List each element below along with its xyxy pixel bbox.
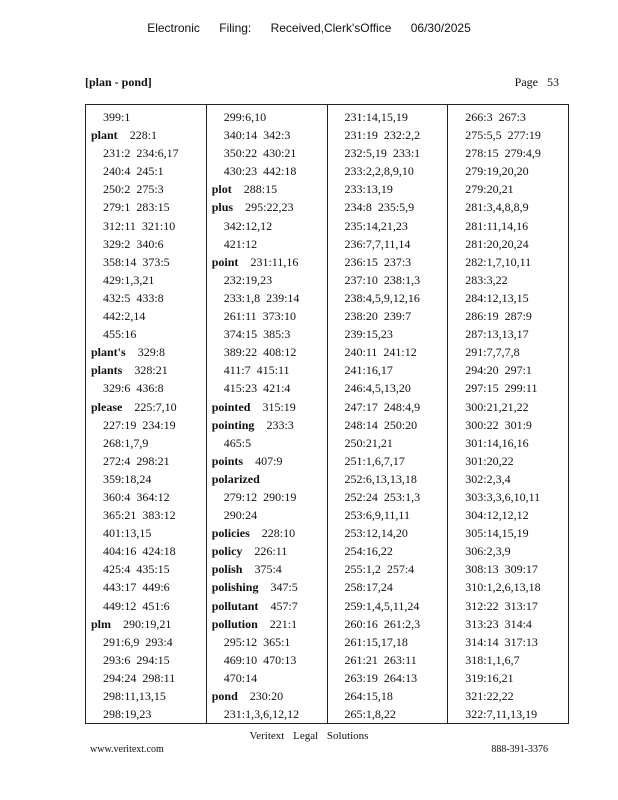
index-ref-line: 308:13 309:17 <box>465 562 538 577</box>
index-ref-line: 401:13,15 <box>103 526 152 541</box>
index-ref-line: 443:17 449:6 <box>103 580 170 595</box>
index-ref-line: 236:7,7,11,14 <box>344 236 411 251</box>
index-ref-line: 233:13,19 <box>344 182 393 197</box>
index-ref-line: 404:16 424:18 <box>103 544 176 559</box>
index-term-refs: 457:7 <box>270 598 298 613</box>
index-ref-line: 231:14,15,19 <box>344 110 408 124</box>
index-ref-line: 231:2 234:6,17 <box>103 146 179 161</box>
index-ref-line: 279:12 290:19 <box>223 489 297 504</box>
index-term: plus <box>211 200 234 215</box>
index-ref-line: 312:11 321:10 <box>103 218 176 233</box>
index-term-entry <box>207 416 327 434</box>
index-ref-line: 305:14,15,19 <box>465 526 529 541</box>
index-term-refs: 315:19 <box>262 399 296 414</box>
index-ref-line: 314:14 317:13 <box>465 634 538 649</box>
index-ref-line: 374:15 385:3 <box>223 327 291 342</box>
index-ref-line: 238:4,5,9,12,16 <box>344 290 420 305</box>
index-ref-line: 264:15,18 <box>344 689 393 703</box>
index-ref-line: 232:19,23 <box>223 272 273 287</box>
index-ref-line: 284:12,13,15 <box>465 290 529 305</box>
index-term-refs: 329:8 <box>137 345 166 360</box>
index-term-entry <box>207 253 327 271</box>
index-ref-line: 358:14 373:5 <box>103 254 170 269</box>
index-term: please <box>91 399 123 414</box>
index-ref-line: 290:24 <box>223 508 258 523</box>
index-ref-line: 240:4 245:1 <box>103 164 164 179</box>
index-column-1 <box>86 105 206 723</box>
index-term-entry <box>207 687 327 705</box>
index-ref-line: 300:22 301:9 <box>465 417 532 432</box>
index-ref-line: 421:12 <box>223 236 258 251</box>
index-term-entry <box>86 615 206 633</box>
index-ref-line: 297:15 299:11 <box>465 381 538 396</box>
index-term: point <box>211 254 239 269</box>
index-ref-line: 275:5,5 277:19 <box>465 128 541 143</box>
index-ref-line: 255:1,2 257:4 <box>344 562 415 577</box>
index-ref-line: 235:14,21,23 <box>344 218 408 233</box>
footer-company: Veritext Legal Solutions <box>249 730 369 742</box>
index-ref-line: 350:22 430:21 <box>223 146 297 161</box>
index-term-refs: 375:4 <box>254 562 282 577</box>
index-ref-line: 231:19 232:2,2 <box>344 128 421 143</box>
index-ref-line: 298:19,23 <box>103 707 152 722</box>
index-term-refs: 328:21 <box>134 363 168 378</box>
index-ref-line: 278:15 279:4,9 <box>465 146 541 161</box>
index-column-2 <box>206 105 327 723</box>
index-ref-line: 429:1,3,21 <box>103 272 155 287</box>
banner-received: Received,Clerk'sOffice <box>270 21 392 35</box>
index-term-entry <box>207 398 327 416</box>
index-ref-line: 340:14 342:3 <box>223 128 291 143</box>
index-ref-line: 261:21 263:11 <box>344 652 417 667</box>
index-term-refs: 221:1 <box>269 616 298 631</box>
index-term-entry <box>86 126 206 144</box>
index-ref-line: 365:21 383:12 <box>103 508 176 523</box>
index-term-refs: 295:22,23 <box>245 200 294 215</box>
index-term-entry <box>207 180 327 198</box>
index-term: points <box>211 453 244 468</box>
index-term-refs: 230:20 <box>249 689 284 703</box>
index-ref-line: 263:19 264:13 <box>344 670 418 685</box>
index-ref-line: 470:14 <box>223 670 258 685</box>
footer-website: www.veritext.com <box>90 744 164 755</box>
index-ref-line: 322:7,11,13,19 <box>465 707 538 722</box>
index-term-refs: 228:1 <box>129 128 158 143</box>
index-ref-line: 425:4 435:15 <box>103 562 170 577</box>
index-ref-line: 287:13,13,17 <box>465 327 529 342</box>
index-ref-line: 281:11,14,16 <box>465 218 529 233</box>
index-ref-line: 312:22 313:17 <box>465 598 538 613</box>
index-term-entry <box>207 560 327 578</box>
index-range: [plan - pond] <box>85 75 152 89</box>
page-indicator <box>515 75 559 90</box>
index-ref-line: 294:24 298:11 <box>103 670 176 685</box>
index-ref-line: 237:10 238:1,3 <box>344 272 421 287</box>
banner-filing: Filing: <box>219 21 252 35</box>
index-ref-line: 246:4,5,13,20 <box>344 381 411 396</box>
index-ref-line: 360:4 364:12 <box>103 489 170 504</box>
index-term-entry <box>207 615 327 633</box>
index-term-refs: 288:15 <box>243 182 278 197</box>
index-ref-line: 233:1,8 239:14 <box>223 290 300 305</box>
index-ref-line: 272:4 298:21 <box>103 453 170 468</box>
index-term: plant's <box>91 345 126 360</box>
index-term: polarized <box>211 471 260 486</box>
index-term: plant <box>91 128 118 143</box>
index-ref-line: 301:20,22 <box>465 453 514 468</box>
page-number: 53 <box>547 75 559 89</box>
index-ref-line: 299:6,10 <box>223 110 267 124</box>
banner-electronic: Electronic <box>147 21 200 35</box>
index-term: pond <box>211 689 238 703</box>
index-ref-line: 268:1,7,9 <box>103 435 149 450</box>
index-term-entry <box>207 452 327 470</box>
index-ref-line: 240:11 241:12 <box>344 345 417 360</box>
index-term-entry <box>207 470 327 488</box>
index-term: pointing <box>211 417 255 432</box>
index-ref-line: 236:15 237:3 <box>344 254 412 269</box>
index-term: policies <box>211 526 250 541</box>
index-ref-line: 411:7 415:11 <box>223 363 290 378</box>
index-ref-line: 310:1,2,6,13,18 <box>465 580 541 595</box>
index-ref-line: 250:21,21 <box>344 435 393 450</box>
index-ref-line: 247:17 248:4,9 <box>344 399 421 414</box>
index-ref-line: 281:3,4,8,8,9 <box>465 200 529 215</box>
index-ref-line: 291:7,7,7,8 <box>465 345 520 360</box>
filing-banner <box>0 21 618 35</box>
index-ref-line: 260:16 261:2,3 <box>344 616 421 631</box>
index-term-entry <box>207 524 327 542</box>
index-ref-line: 303:3,3,6,10,11 <box>465 489 541 504</box>
index-ref-line: 319:16,21 <box>465 670 514 685</box>
index-ref-line: 389:22 408:12 <box>223 345 297 360</box>
index-ref-line: 286:19 287:9 <box>465 309 532 324</box>
index-ref-line: 252:24 253:1,3 <box>344 489 421 504</box>
index-term: plants <box>91 363 123 378</box>
index-ref-line: 227:19 234:19 <box>103 417 176 432</box>
index-term-entry <box>207 597 327 615</box>
index-ref-line: 241:16,17 <box>344 363 393 378</box>
index-term: plm <box>91 616 112 631</box>
index-ref-line: 432:5 433:8 <box>103 290 164 305</box>
index-term: polishing <box>211 580 259 595</box>
index-term-entry <box>86 361 206 379</box>
index-ref-line: 469:10 470:13 <box>223 652 297 667</box>
index-term-entry <box>207 198 327 216</box>
index-ref-line: 253:6,9,11,11 <box>344 508 410 523</box>
index-ref-line: 279:19,20,20 <box>465 164 529 179</box>
index-grid <box>85 104 569 724</box>
index-ref-line: 304:12,12,12 <box>465 508 529 523</box>
index-ref-line: 261:11 373:10 <box>223 309 296 324</box>
index-term-refs: 228:10 <box>261 526 296 541</box>
index-ref-line: 329:6 436:8 <box>103 381 164 396</box>
index-ref-line: 294:20 297:1 <box>465 363 532 378</box>
index-ref-line: 291:6,9 293:4 <box>103 634 173 649</box>
index-ref-line: 233:2,2,8,9,10 <box>344 164 414 179</box>
index-ref-line: 232:5,19 233:1 <box>344 146 421 161</box>
index-term: policy <box>211 544 243 559</box>
index-ref-line: 293:6 294:15 <box>103 652 170 667</box>
index-ref-line: 279:1 283:15 <box>103 200 170 215</box>
index-ref-line: 259:1,4,5,11,24 <box>344 598 420 613</box>
banner-date: 06/30/2025 <box>410 21 471 35</box>
index-ref-line: 449:12 451:6 <box>103 598 170 613</box>
index-ref-line: 465:5 <box>223 435 252 450</box>
index-ref-line: 342:12,12 <box>223 218 273 233</box>
index-term-refs: 233:3 <box>266 417 294 432</box>
index-term-entry <box>86 398 206 416</box>
index-ref-line: 261:15,17,18 <box>344 634 408 649</box>
index-term-refs: 347:5 <box>270 580 298 595</box>
index-ref-line: 281:20,20,24 <box>465 236 529 251</box>
index-ref-line: 442:2,14 <box>103 309 146 324</box>
index-ref-line: 234:8 235:5,9 <box>344 200 415 215</box>
index-term: polish <box>211 562 243 577</box>
index-ref-line: 252:6,13,13,18 <box>344 471 417 486</box>
index-ref-line: 279:20,21 <box>465 182 514 197</box>
index-term-entry <box>207 578 327 596</box>
index-ref-line: 248:14 250:20 <box>344 417 418 432</box>
index-ref-line: 329:2 340:6 <box>103 236 164 251</box>
footer-phone: 888-391-3376 <box>491 744 548 755</box>
index-ref-line: 251:1,6,7,17 <box>344 453 405 468</box>
index-ref-line: 283:3,22 <box>465 272 508 287</box>
index-ref-line: 359:18,24 <box>103 471 152 486</box>
index-ref-line: 415:23 421:4 <box>223 381 291 396</box>
index-term: pollutant <box>211 598 259 613</box>
index-column-3 <box>327 105 448 723</box>
index-term-refs: 290:19,21 <box>123 616 172 631</box>
index-ref-line: 238:20 239:7 <box>344 309 412 324</box>
index-ref-line: 318:1,1,6,7 <box>465 652 520 667</box>
index-term: plot <box>211 182 232 197</box>
index-ref-line: 282:1,7,10,11 <box>465 254 532 269</box>
index-term-entry <box>86 343 206 361</box>
index-ref-line: 239:15,23 <box>344 327 393 342</box>
index-term-refs: 226:11 <box>254 544 288 559</box>
index-term: pointed <box>211 399 251 414</box>
index-column-4 <box>447 105 568 723</box>
page-label: Page <box>514 75 538 89</box>
index-ref-line: 266:3 267:3 <box>465 110 526 124</box>
index-ref-line: 231:1,3,6,12,12 <box>223 707 300 722</box>
index-ref-line: 254:16,22 <box>344 544 393 559</box>
index-ref-line: 302:2,3,4 <box>465 471 511 486</box>
index-ref-line: 430:23 442:18 <box>223 164 297 179</box>
index-ref-line: 455:16 <box>103 327 137 342</box>
index-ref-line: 298:11,13,15 <box>103 689 166 703</box>
index-ref-line: 295:12 365:1 <box>223 634 291 649</box>
index-ref-line: 253:12,14,20 <box>344 526 408 541</box>
index-term-entry <box>207 542 327 560</box>
index-term-refs: 407:9 <box>255 453 283 468</box>
index-term-refs: 231:11,16 <box>250 254 299 269</box>
index-ref-line: 399:1 <box>103 110 131 124</box>
index-term-refs: 225:7,10 <box>134 399 177 414</box>
index-term: pollution <box>211 616 258 631</box>
index-ref-line: 321:22,22 <box>465 689 514 703</box>
index-ref-line: 306:2,3,9 <box>465 544 511 559</box>
index-ref-line: 258:17,24 <box>344 580 393 595</box>
index-ref-line: 250:2 275:3 <box>103 182 164 197</box>
index-ref-line: 300:21,21,22 <box>465 399 529 414</box>
index-ref-line: 301:14,16,16 <box>465 435 529 450</box>
index-ref-line: 313:23 314:4 <box>465 616 532 631</box>
index-ref-line: 265:1,8,22 <box>344 707 396 722</box>
